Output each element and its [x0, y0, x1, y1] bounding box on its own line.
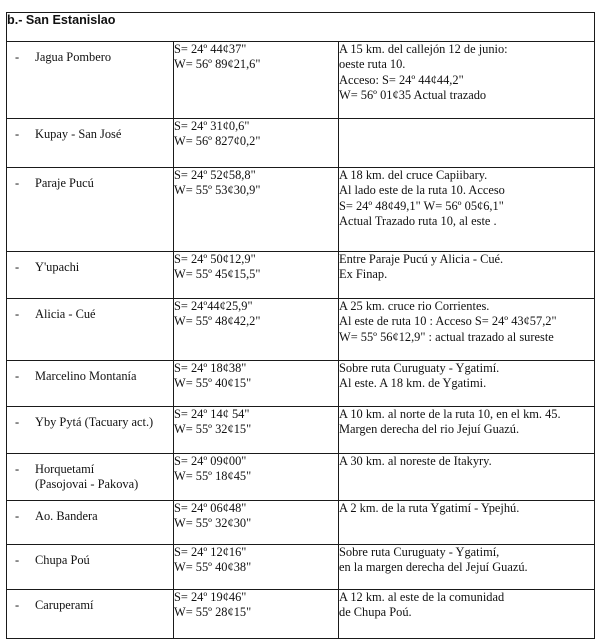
section-title: b.- San Estanislao — [7, 13, 595, 42]
section-header-row — [7, 13, 595, 42]
list-bullet: - — [15, 176, 20, 190]
list-bullet: - — [15, 127, 20, 141]
coordinate-line: S= 24º 44¢37" — [174, 42, 247, 56]
coordinate-line: S= 24º 18¢38" — [174, 361, 247, 375]
location-name: Kupay - San José — [35, 127, 122, 141]
note-line: A 18 km. del cruce Capiibary. — [339, 168, 488, 182]
note-line: de Chupa Poú. — [339, 605, 412, 620]
list-bullet: - — [15, 307, 20, 321]
note-line: Al lado este de la ruta 10. Acceso — [339, 183, 505, 198]
coordinate-line: W= 55º 48¢42,2" — [174, 314, 261, 329]
list-bullet: - — [15, 50, 20, 64]
note-line: Ex Finap. — [339, 267, 388, 282]
notes-cell — [339, 119, 595, 168]
note-line: Margen derecha del rio Jejuí Guazú. — [339, 422, 520, 437]
location-name: Horquetamí (Pasojovai - Pakova) — [35, 462, 139, 492]
coordinates-cell — [174, 299, 339, 361]
note-line: A 25 km. cruce rio Corrientes. — [339, 299, 490, 313]
note-line: W= 56º 01¢35 Actual trazado — [339, 88, 487, 103]
notes-cell — [339, 545, 595, 590]
coordinate-line: S= 24º 52¢58,8" — [174, 168, 256, 182]
table-row — [7, 252, 595, 299]
table-row — [7, 168, 595, 252]
coordinates-cell — [174, 545, 339, 590]
list-bullet: - — [15, 553, 20, 567]
notes-cell — [339, 168, 595, 252]
coordinate-line: W= 55º 18¢45" — [174, 469, 252, 484]
coordinates-cell — [174, 454, 339, 501]
note-line: Entre Paraje Pucú y Alicia - Cué. — [339, 252, 504, 266]
location-name: Yby Pytá (Tacuary act.) — [35, 415, 154, 429]
location-name: Caruperamí — [35, 598, 94, 612]
coordinate-line: W= 55º 28¢15" — [174, 605, 252, 620]
location-cell — [7, 545, 174, 590]
table-row — [7, 119, 595, 168]
table-row — [7, 361, 595, 407]
note-line: oeste ruta 10. — [339, 57, 406, 72]
note-line: Actual Trazado ruta 10, al este . — [339, 214, 497, 229]
coordinate-line: S= 24º44¢25,9" — [174, 299, 253, 313]
note-line: A 30 km. al noreste de Itakyry. — [339, 454, 492, 468]
note-line: Al este. A 18 km. de Ygatimi. — [339, 376, 487, 391]
list-bullet: - — [15, 260, 20, 274]
notes-cell — [339, 252, 595, 299]
coordinate-line: S= 24º 31¢0,6" — [174, 119, 250, 133]
location-cell — [7, 42, 174, 119]
note-line: Sobre ruta Curuguaty - Ygatimí. — [339, 361, 500, 375]
note-line: A 15 km. del callejón 12 de junio: — [339, 42, 508, 56]
coordinate-line: W= 56º 89¢21,6" — [174, 57, 261, 72]
coordinate-line: S= 24º 19¢46" — [174, 590, 247, 604]
locations-table — [6, 12, 595, 639]
list-bullet: - — [15, 462, 20, 476]
coordinates-cell — [174, 501, 339, 545]
location-cell — [7, 590, 174, 639]
coordinate-line: S= 24º 12¢16" — [174, 545, 247, 559]
table-row — [7, 42, 595, 119]
coordinate-line: S= 24º 50¢12,9" — [174, 252, 256, 266]
notes-cell — [339, 501, 595, 545]
list-bullet: - — [15, 598, 20, 612]
coordinate-line: W= 55º 40¢38" — [174, 560, 252, 575]
table-row — [7, 299, 595, 361]
location-cell — [7, 361, 174, 407]
coordinates-cell — [174, 361, 339, 407]
location-name: Jagua Pombero — [35, 50, 112, 64]
location-name: Y'upachi — [35, 260, 80, 274]
coordinates-cell — [174, 42, 339, 119]
note-line: A 10 km. al norte de la ruta 10, en el km. 45. — [339, 407, 561, 421]
note-line: Acceso: S= 24º 44¢44,2" — [339, 72, 464, 87]
location-cell — [7, 299, 174, 361]
note-line: W= 55º 56¢12,9" : actual trazado al sureste — [339, 329, 554, 344]
table-row — [7, 545, 595, 590]
coordinate-line: S= 24º 14¢ 54" — [174, 407, 250, 421]
coordinates-cell — [174, 119, 339, 168]
coordinates-cell — [174, 590, 339, 639]
notes-cell — [339, 299, 595, 361]
table-row — [7, 407, 595, 454]
location-cell — [7, 501, 174, 545]
coordinate-line: W= 55º 32¢30" — [174, 516, 252, 531]
location-name: Chupa Poú — [35, 553, 90, 567]
table-row — [7, 590, 595, 639]
location-name: Paraje Pucú — [35, 176, 94, 190]
note-line: A 12 km. al este de la comunidad — [339, 590, 505, 604]
coordinate-line: W= 56º 827¢0,2" — [174, 134, 261, 149]
notes-cell — [339, 42, 595, 119]
table-row — [7, 501, 595, 545]
note-line: S= 24º 48¢49,1" W= 56º 05¢6,1" — [339, 198, 504, 213]
coordinate-line: W= 55º 40¢15" — [174, 376, 252, 391]
location-cell — [7, 168, 174, 252]
notes-cell — [339, 407, 595, 454]
notes-cell — [339, 454, 595, 501]
coordinates-cell — [174, 252, 339, 299]
coordinate-line: W= 55º 53¢30,9" — [174, 183, 261, 198]
location-name: Marcelino Montanía — [35, 369, 137, 383]
coordinate-line: S= 24º 09¢00" — [174, 454, 247, 468]
table-row — [7, 454, 595, 501]
location-cell — [7, 407, 174, 454]
note-line: en la margen derecha del Jejuí Guazú. — [339, 560, 528, 575]
location-cell — [7, 252, 174, 299]
notes-cell — [339, 361, 595, 407]
note-line: Al este de ruta 10 : Acceso S= 24º 43¢57,2" — [339, 314, 557, 329]
coordinates-cell — [174, 168, 339, 252]
coordinate-line: S= 24º 06¢48" — [174, 501, 247, 515]
coordinate-line: W= 55º 45¢15,5" — [174, 267, 261, 282]
location-cell — [7, 454, 174, 501]
location-cell — [7, 119, 174, 168]
note-line: Sobre ruta Curuguaty - Ygatimí, — [339, 545, 500, 559]
notes-cell — [339, 590, 595, 639]
location-name: Ao. Bandera — [35, 509, 98, 523]
coordinate-line: W= 55º 32¢15" — [174, 422, 252, 437]
list-bullet: - — [15, 415, 20, 429]
coordinates-cell — [174, 407, 339, 454]
location-name: Alicia - Cué — [35, 307, 96, 321]
list-bullet: - — [15, 509, 20, 523]
note-line: A 2 km. de la ruta Ygatimí - Ypejhú. — [339, 501, 520, 515]
list-bullet: - — [15, 369, 20, 383]
